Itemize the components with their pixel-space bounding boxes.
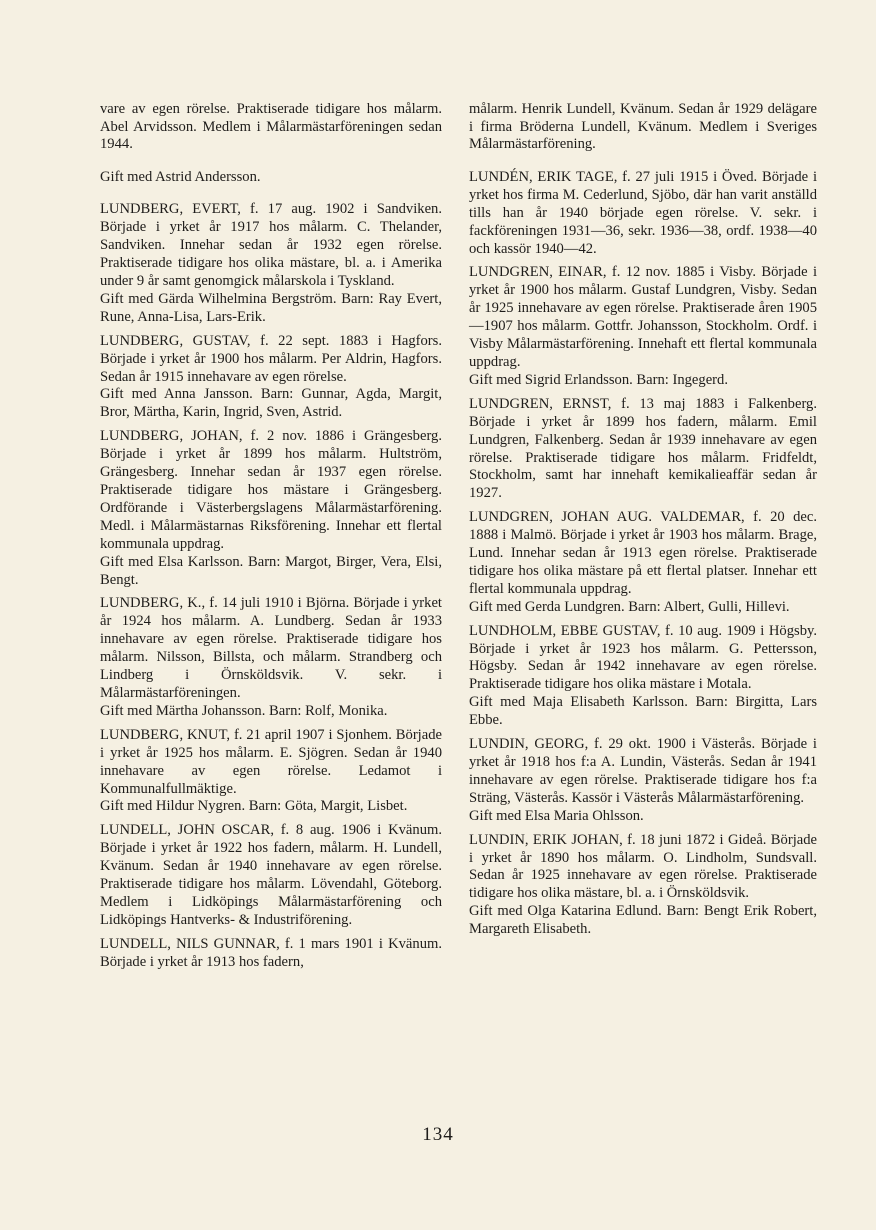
entry-text: LUNDBERG, JOHAN, f. 2 nov. 1886 i Grängesberg. Började i yrket år 1899 hos målarm. Hultström, Grängesberg. Innehar sedan år 1937 egen rörelse. Praktiserade tidigare hos mästare i Grängesberg. Ordförande i Västerbergslagens Målarmästarförening. Medl. i Målarmästarnas Riksförening. Innehar ett flertal kommunala uppdrag. bbox=[100, 428, 442, 552]
entry-lundberg-knut bbox=[100, 727, 442, 817]
entry-family: Gift med Elsa Maria Ohlsson. bbox=[469, 807, 644, 824]
entry-text: LUNDBERG, EVERT, f. 17 aug. 1902 i Sandviken. Började i yrket år 1917 hos målarm. C. Thelander, Sandviken. Innehar sedan år 1932 egen rörelse. Praktiserade tidigare hos olika mästare, bl. a. i Amerika under 9 år samt genomgick målarskola i Tyskland. bbox=[100, 201, 442, 290]
entry-family: Gift med Olga Katarina Edlund. Barn: Bengt Erik Robert, Margareth Elisabeth. bbox=[469, 903, 817, 938]
entry-lundgren-johan-aug-valdemar bbox=[469, 509, 817, 616]
right-column bbox=[469, 86, 817, 945]
entry-lundin-erik-johan bbox=[469, 832, 817, 939]
entry-lundberg-johan bbox=[100, 428, 442, 589]
entry-text: LUNDHOLM, EBBE GUSTAV, f. 10 aug. 1909 i Högsby. Började i yrket år 1923 hos målarm. G. Pettersson, Högsby. Sedan år 1942 innehavare av egen rörelse. Praktiserade tidigare hos olika mästare i Motala. bbox=[469, 622, 817, 693]
entry-text: LUNDIN, GEORG, f. 29 okt. 1900 i Västerås. Började i yrket år 1918 hos f:a A. Lundin, Västerås. Sedan år 1941 innehavare av egen rörelse. Praktiserade tidigare hos f:a Sträng, Västerås. Kassör i Västerås Målarmästarförening. bbox=[469, 736, 817, 806]
entry-text: LUNDGREN, JOHAN AUG. VALDEMAR, f. 20 dec. 1888 i Malmö. Började i yrket år 1903 hos målarm. Brage, Lund. Innehar sedan år 1913 egen rörelse. Praktiserade tidigare hos olika mästare på ett flertal platser. Innehar ett flertal kommunala uppdrag. bbox=[469, 509, 817, 597]
entry-family: Gift med Astrid Andersson. bbox=[100, 168, 261, 185]
entry-lundgren-einar bbox=[469, 264, 817, 389]
continued-entry bbox=[469, 101, 817, 155]
left-column bbox=[100, 86, 442, 978]
entry-lundholm-ebbe-gustav bbox=[469, 623, 817, 730]
entry-text: LUNDBERG, K., f. 14 juli 1910 i Björna. Började i yrket år 1924 hos målarm. A. Lundberg. Sedan år 1933 innehavare av egen rörelse. Praktiserade tidigare hos målarm. Nilsson, Billsta, och målarm. Strandberg och Lindberg i Örnsköldsvik. V. sekr. i Målarmästarföreningen. bbox=[100, 595, 442, 701]
continued-entry bbox=[100, 101, 442, 187]
entry-text: LUNDELL, JOHN OSCAR, f. 8 aug. 1906 i Kvänum. Började i yrket år 1922 hos fadern, målarm. H. Lundell, Kvänum. Sedan år 1940 innehavare av egen rörelse. Praktiserade tidigare hos målarm. Lövendahl, Göteborg. Medlem i Lidköpings Målarmästarförening och Lidköpings Hantverks- & Industriförening. bbox=[100, 822, 442, 928]
entry-family: Gift med Anna Jansson. Barn: Gunnar, Agda, Margit, Bror, Märtha, Karin, Ingrid, Sven, Astrid. bbox=[100, 386, 442, 421]
entry-text: LUNDELL, NILS GUNNAR, f. 1 mars 1901 i Kvänum. Började i yrket år 1913 hos fadern, bbox=[100, 935, 442, 970]
entry-text: målarm. Henrik Lundell, Kvänum. Sedan år 1929 delägare i firma Bröderna Lundell, Kvänum. Medlem i Sveriges Målarmästarförening. bbox=[469, 100, 817, 153]
entry-text: LUNDBERG, KNUT, f. 21 april 1907 i Sjonhem. Började i yrket år 1925 hos målarm. E. Sjögren. Sedan år 1940 innehavare av egen rörelse. Ledamot i Kommunalfullmäktige. bbox=[100, 726, 442, 797]
entry-family: Gift med Gerda Lundgren. Barn: Albert, Gulli, Hillevi. bbox=[469, 598, 790, 615]
entry-lundell-john-oscar bbox=[100, 822, 442, 929]
entry-family: Gift med Gärda Wilhelmina Bergström. Barn: Ray Evert, Rune, Anna-Lisa, Lars-Erik. bbox=[100, 290, 442, 325]
entry-lundin-georg bbox=[469, 736, 817, 826]
entry-family: Gift med Hildur Nygren. Barn: Göta, Margit, Lisbet. bbox=[100, 798, 408, 815]
entry-family: Gift med Maja Elisabeth Karlsson. Barn: Birgitta, Lars Ebbe. bbox=[469, 694, 817, 729]
entry-family: Gift med Märtha Johansson. Barn: Rolf, Monika. bbox=[100, 702, 388, 719]
entry-lundberg-k bbox=[100, 595, 442, 720]
entry-lundberg-evert bbox=[100, 201, 442, 326]
entry-family: Gift med Elsa Karlsson. Barn: Margot, Birger, Vera, Elsi, Bengt. bbox=[100, 553, 442, 588]
entry-text: LUNDÉN, ERIK TAGE, f. 27 juli 1915 i Öved. Började i yrket hos firma M. Cederlund, Sjöbo, där han varit anställd tills han år 1940 började egen rörelse. V. sekr. i fackföreningen 1931—36, sekr. 1936—38, ordf. 1938—40 och kassör 1940—42. bbox=[469, 168, 817, 257]
entry-lunden-erik-tage bbox=[469, 169, 817, 259]
entry-text: LUNDGREN, EINAR, f. 12 nov. 1885 i Visby. Började i yrket år 1900 hos målarm. Gustaf Lundgren, Visby. Sedan år 1925 innehavare av egen rörelse. Praktiserade åren 1905—1907 hos målarm. Gottfr. Johansson, Stockholm. Ordf. i Visby Målarmästarförening. Innehaft ett flertal kommunala uppdrag. bbox=[469, 264, 817, 370]
entry-family: Gift med Sigrid Erlandsson. Barn: Ingegerd. bbox=[469, 371, 728, 388]
entry-lundgren-ernst bbox=[469, 396, 817, 503]
entry-lundberg-gustav bbox=[100, 333, 442, 423]
page-number: 134 bbox=[422, 1124, 454, 1145]
entry-text: LUNDGREN, ERNST, f. 13 maj 1883 i Falkenberg. Började i yrket år 1899 hos fadern, målarm. Emil Lundgren, Falkenberg. Sedan år 1939 innehavare av egen rörelse. Praktiserade tidigare hos målarm. Fridfeldt, Stockholm, samt har innehaft kemikalieaffär sedan år 1927. bbox=[469, 395, 817, 502]
entry-text: LUNDBERG, GUSTAV, f. 22 sept. 1883 i Hagfors. Började i yrket år 1900 hos målarm. Per Aldrin, Hagfors. Sedan år 1915 innehavare av egen rörelse. bbox=[100, 332, 442, 385]
entry-text: vare av egen rörelse. Praktiserade tidigare hos målarm. Abel Arvidsson. Medlem i Målarmästarföreningen sedan 1944. bbox=[100, 100, 442, 153]
entry-text: LUNDIN, ERIK JOHAN, f. 18 juni 1872 i Gideå. Började i yrket år 1890 hos målarm. O. Lindholm, Sundsvall. Sedan år 1925 innehavare av egen rörelse. Praktiserade tidigare hos olika mästare, bl. a. i Örnsköldsvik. bbox=[469, 831, 817, 902]
entry-lundell-nils-gunnar bbox=[100, 936, 442, 972]
